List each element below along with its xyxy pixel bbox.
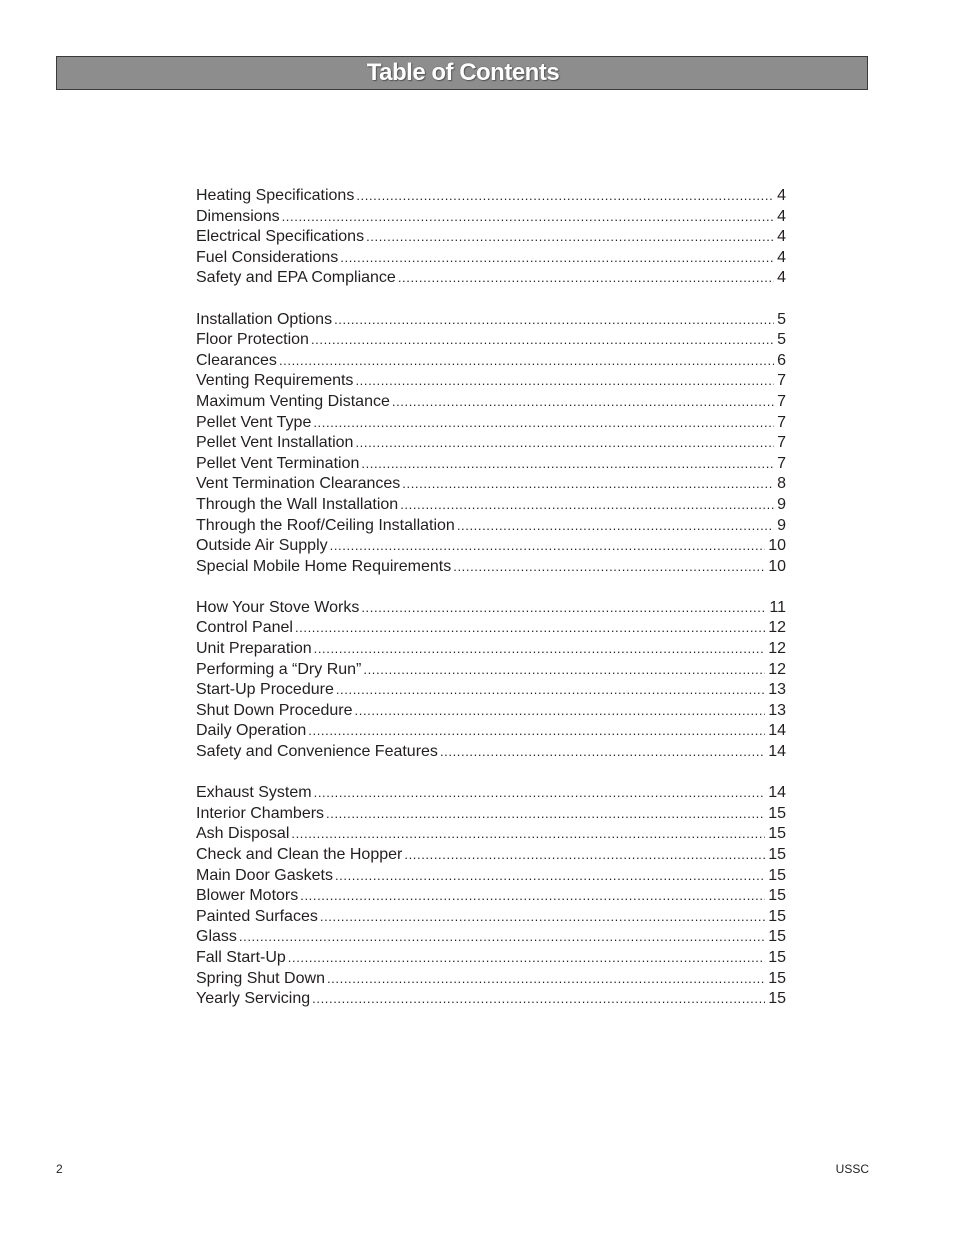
toc-entry-label: Heating Specifications — [196, 187, 355, 204]
dot-leader — [314, 783, 766, 804]
toc-entry[interactable] — [196, 248, 786, 269]
toc-entry-page: 5 — [777, 331, 786, 349]
toc-entry-page: 15 — [768, 846, 786, 863]
toc-entry-label: Blower Motors — [196, 887, 299, 905]
toc-entry[interactable] — [196, 969, 786, 990]
dot-leader — [288, 948, 765, 969]
toc-entry-label: Main Door Gaskets — [196, 866, 333, 884]
dot-leader — [300, 886, 765, 907]
toc-entry-label: Pellet Vent Installation — [196, 434, 354, 452]
toc-entry-page: 10 — [768, 557, 786, 575]
dot-leader — [398, 268, 774, 289]
toc-entry-label: Venting Requirements — [196, 372, 354, 390]
toc-entry-page: 15 — [768, 887, 786, 905]
toc-entry-page: 12 — [768, 619, 786, 637]
toc-entry[interactable] — [196, 701, 786, 722]
toc-entry-page: 15 — [768, 907, 786, 925]
toc-entry-page: 8 — [777, 475, 786, 493]
toc-entry-page: 7 — [777, 413, 786, 431]
toc-entry-page: 4 — [777, 207, 786, 225]
toc-entry[interactable] — [196, 268, 786, 289]
toc-entry-page: 15 — [768, 804, 786, 822]
toc-entry-label: Outside Air Supply — [196, 537, 328, 555]
page-number: 2 — [56, 1162, 63, 1176]
toc-entry-page: 12 — [768, 640, 786, 658]
toc-entry-label: Shut Down Procedure — [196, 701, 353, 719]
toc-entry[interactable] — [196, 598, 786, 619]
toc-entry-page: 15 — [768, 825, 786, 843]
toc-entry-label: Special Mobile Home Requirements — [196, 557, 452, 575]
toc-entry[interactable] — [196, 721, 786, 742]
toc-entry-label: Through the Wall Installation — [196, 495, 399, 513]
toc-entry-page: 7 — [777, 392, 786, 410]
toc-entry[interactable] — [196, 948, 786, 969]
toc-entry[interactable] — [196, 886, 786, 907]
toc-entry-label: Painted Surfaces — [196, 907, 318, 925]
toc-entry[interactable] — [196, 351, 786, 372]
dot-leader — [361, 598, 766, 619]
toc-entry-label: Vent Termination Clearances — [196, 475, 401, 493]
dot-leader — [312, 989, 765, 1010]
page-title: Table of Contents — [366, 59, 560, 86]
toc-entry[interactable] — [196, 474, 786, 495]
toc-entry-label: Control Panel — [196, 619, 293, 637]
dot-leader — [308, 721, 765, 742]
toc-entry-label: Ash Disposal — [196, 825, 290, 843]
dot-leader — [404, 845, 765, 866]
toc-entry-label: Performing a “Dry Run” — [196, 660, 362, 678]
toc-entry-label: Installation Options — [196, 310, 333, 328]
toc-entry[interactable] — [196, 392, 786, 413]
toc-entry-page: 9 — [777, 495, 786, 513]
toc-entry[interactable] — [196, 371, 786, 392]
dot-leader — [291, 824, 765, 845]
toc-entry-page: 15 — [768, 969, 786, 987]
toc-entry-label: Dimensions — [196, 207, 280, 225]
toc-entry-label: Spring Shut Down — [196, 969, 325, 987]
toc-entry-page: 15 — [768, 928, 786, 946]
toc-entry[interactable] — [196, 516, 786, 537]
toc-entry-label: Interior Chambers — [196, 804, 325, 822]
toc-entry-page: 7 — [777, 372, 786, 390]
toc-entry-page: 12 — [768, 660, 786, 678]
toc-entry-page: 4 — [777, 228, 786, 246]
toc-entry-label: Check and Clean the Hopper — [196, 846, 403, 863]
toc-entry-label: Fall Start-Up — [196, 948, 286, 966]
dot-leader — [279, 351, 774, 372]
toc-section — [196, 310, 786, 578]
toc-entry-label: Maximum Venting Distance — [196, 392, 390, 410]
dot-leader — [366, 227, 774, 248]
toc-entry[interactable] — [196, 413, 786, 434]
dot-leader — [356, 186, 774, 207]
toc-section — [196, 186, 786, 289]
toc-entry[interactable] — [196, 866, 786, 887]
toc-entry-label: Unit Preparation — [196, 640, 312, 658]
dot-leader — [355, 433, 774, 454]
dot-leader — [361, 454, 774, 475]
toc-entry-label: Pellet Vent Type — [196, 413, 312, 431]
toc-entry-page: 11 — [769, 598, 786, 616]
dot-leader — [440, 742, 765, 763]
toc-entry-label: Pellet Vent Termination — [196, 454, 360, 472]
toc-section — [196, 783, 786, 1010]
toc-entry[interactable] — [196, 927, 786, 948]
toc-entry-page: 14 — [768, 784, 786, 802]
toc-entry-page: 9 — [777, 516, 786, 534]
toc-entry-label: Fuel Considerations — [196, 248, 339, 266]
dot-leader — [340, 248, 774, 269]
toc-entry-page: 4 — [777, 269, 786, 287]
title-bar — [56, 56, 868, 90]
toc-entry-page: 4 — [777, 187, 786, 204]
toc-entry[interactable] — [196, 207, 786, 228]
footer-brand: USSC — [835, 1162, 869, 1176]
dot-leader — [363, 660, 765, 681]
dot-leader — [355, 701, 766, 722]
toc-entry[interactable] — [196, 557, 786, 578]
toc-entry-page: 5 — [777, 310, 786, 328]
toc-entry-label: Safety and Convenience Features — [196, 743, 438, 761]
toc-entry[interactable] — [196, 330, 786, 351]
toc-entry-label: Exhaust System — [196, 784, 312, 802]
toc-entry-label: Electrical Specifications — [196, 228, 365, 246]
toc-entry-page: 10 — [768, 537, 786, 555]
dot-leader — [334, 310, 774, 331]
toc-entry-page: 13 — [768, 701, 786, 719]
toc-entry[interactable] — [196, 433, 786, 454]
toc-entry-label: Daily Operation — [196, 722, 307, 740]
toc-entry-label: Safety and EPA Compliance — [196, 269, 396, 287]
dot-leader — [313, 413, 774, 434]
toc-entry-label: How Your Stove Works — [196, 598, 360, 616]
toc-entry-page: 15 — [768, 990, 786, 1008]
toc-entry-label: Glass — [196, 928, 237, 946]
toc-entry[interactable] — [196, 536, 786, 557]
toc-entry-page: 14 — [768, 743, 786, 761]
toc-entry[interactable] — [196, 495, 786, 516]
dot-leader — [282, 207, 775, 228]
toc-entry[interactable] — [196, 680, 786, 701]
toc-entry-label: Floor Protection — [196, 331, 309, 349]
toc-entry[interactable] — [196, 742, 786, 763]
toc-entry[interactable] — [196, 454, 786, 475]
dot-leader — [295, 618, 765, 639]
toc-entry-page: 7 — [777, 454, 786, 472]
toc-entry-page: 15 — [768, 866, 786, 884]
toc-entry[interactable] — [196, 186, 786, 207]
toc-entry-label: Through the Roof/Ceiling Installation — [196, 516, 455, 534]
dot-leader — [320, 907, 765, 928]
toc-entry-page: 7 — [777, 434, 786, 452]
toc-entry[interactable] — [196, 783, 786, 804]
toc-entry[interactable] — [196, 660, 786, 681]
toc-entry[interactable] — [196, 639, 786, 660]
dot-leader — [327, 969, 765, 990]
toc-entry-label: Clearances — [196, 351, 277, 369]
dot-leader — [311, 330, 774, 351]
toc-entry-page: 13 — [768, 681, 786, 699]
toc-entry[interactable] — [196, 845, 786, 866]
toc-entry-label: Yearly Servicing — [196, 990, 311, 1008]
dot-leader — [326, 804, 765, 825]
toc-entry[interactable] — [196, 227, 786, 248]
dot-leader — [239, 927, 765, 948]
dot-leader — [457, 516, 774, 537]
toc-entry[interactable] — [196, 989, 786, 1010]
toc-entry-page: 15 — [768, 948, 786, 966]
dot-leader — [392, 392, 774, 413]
dot-leader — [453, 557, 765, 578]
toc-entry-page: 14 — [768, 722, 786, 740]
toc-entry[interactable] — [196, 804, 786, 825]
dot-leader — [400, 495, 774, 516]
toc-entry[interactable] — [196, 907, 786, 928]
dot-leader — [314, 639, 766, 660]
table-of-contents — [196, 186, 786, 1030]
toc-entry-page: 4 — [777, 248, 786, 266]
toc-section — [196, 598, 786, 763]
toc-entry-label: Start-Up Procedure — [196, 681, 334, 699]
dot-leader — [335, 866, 765, 887]
toc-entry[interactable] — [196, 824, 786, 845]
dot-leader — [336, 680, 765, 701]
toc-entry[interactable] — [196, 310, 786, 331]
toc-entry-page: 6 — [777, 351, 786, 369]
dot-leader — [355, 371, 774, 392]
dot-leader — [402, 474, 774, 495]
toc-entry[interactable] — [196, 618, 786, 639]
dot-leader — [330, 536, 766, 557]
